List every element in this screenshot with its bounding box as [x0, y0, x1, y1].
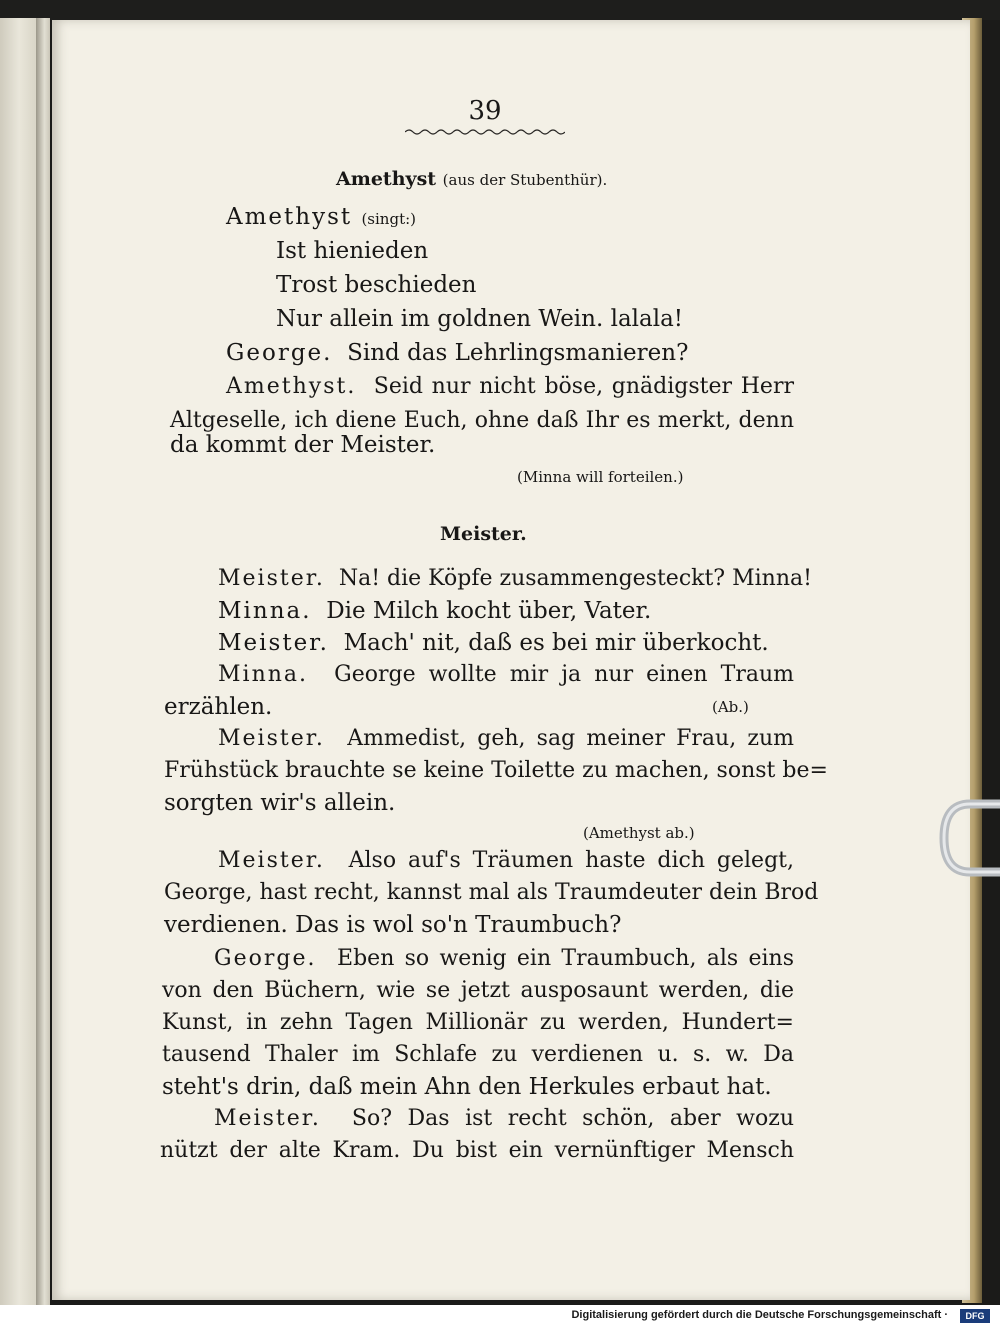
meister-speech-1-line-2: sorgten wir's allein. [164, 790, 396, 816]
george-speech-line-2: Kunst, in zehn Tagen Millionär zu werden, Hundert= [162, 1010, 794, 1035]
dialogue-line-minna-1 [218, 598, 651, 624]
scene-heading-amethyst [336, 168, 607, 190]
stage-direction-minna: (Minna will forteilen.) [517, 468, 684, 486]
dialogue-line-amethyst [226, 374, 794, 399]
stage-direction-amethyst-exit: (Amethyst ab.) [583, 824, 695, 842]
speaker-name: Meister. [218, 630, 329, 656]
speech-text: So? Das ist recht schön, aber wozu [351, 1106, 794, 1131]
dialogue-text: Die Milch kocht über, Vater. [326, 598, 652, 624]
stage-direction-minna-exit: (Ab.) [712, 698, 749, 716]
speaker-name: George. [214, 946, 317, 971]
dialogue-text: Sind das Lehrlingsmanieren? [347, 340, 689, 366]
meister-speech-3-first [214, 1106, 794, 1131]
dialogue-line-minna-2 [218, 662, 794, 687]
speech-text: Eben so wenig ein Traumbuch, als eins [337, 946, 794, 971]
song-speaker-line [226, 204, 416, 230]
george-speech-line-4: steht's drin, daß mein Ahn den Herkules erbaut hat. [162, 1074, 772, 1100]
speaker-name: Meister. [218, 726, 325, 751]
meister-speech-1-line-1: Frühstück brauchte se keine Toilette zu machen, sonst be= [164, 758, 828, 783]
scene-heading-direction: (aus der Stubenthür). [442, 171, 608, 189]
speaker-name: Meister. [214, 1106, 321, 1131]
ornament-wave-rule [405, 127, 565, 137]
speech-text: Ammedist, geh, sag meiner Frau, zum [347, 726, 794, 751]
song-direction: (singt:) [361, 210, 416, 228]
song-line-2: Trost beschieden [276, 272, 477, 298]
george-speech-line-3: tausend Thaler im Schlafe zu verdienen u. s. w. Da [162, 1042, 794, 1067]
page-number: 39 [468, 96, 502, 126]
scan-background [0, 0, 1000, 20]
speaker-name: George. [226, 340, 333, 366]
dfg-logo: DFG [960, 1309, 990, 1323]
dialogue-text: Na! die Köpfe zusammengesteckt? Minna! [338, 566, 812, 591]
dialogue-text: George wollte mir ja nur einen Traum [334, 662, 794, 687]
speaker-name: Meister. [218, 848, 325, 873]
continuation-line-1: Altgeselle, ich diene Euch, ohne daß Ihr es merkt, denn [170, 408, 794, 433]
speaker-name: Amethyst. [226, 374, 357, 399]
dialogue-text: Seid nur nicht böse, gnädigster Herr [373, 374, 794, 399]
song-line-3: Nur allein im goldnen Wein. lalala! [276, 306, 684, 332]
speaker-name: Minna. [218, 662, 309, 687]
meister-speech-2-line-2: verdienen. Das is wol so'n Traumbuch? [164, 912, 622, 938]
song-line-1: Ist hienieden [276, 238, 429, 264]
meister-speech-1-first [218, 726, 794, 751]
meister-speech-3-line-1: nützt der alte Kram. Du bist ein vernünftiger Mensch [160, 1138, 794, 1163]
speaker-name: Minna. [218, 598, 312, 624]
dialogue-line-george [226, 340, 688, 366]
scene-heading-name: Amethyst [336, 168, 437, 190]
dialogue-line-meister-2 [218, 630, 769, 656]
scene-heading-meister: Meister. [440, 523, 527, 545]
dialogue-text: Mach' nit, daß es bei mir überkocht. [343, 630, 769, 656]
book-gutter [36, 18, 50, 1308]
continuation-line-2: da kommt der Meister. [170, 432, 436, 458]
song-speaker: Amethyst [226, 204, 353, 230]
george-speech-first [214, 946, 794, 971]
digitization-credit: Digitalisierung gefördert durch die Deutsche Forschungsgemeinschaft · [571, 1309, 948, 1321]
minna-continuation: erzählen. [164, 694, 273, 720]
speech-text: Also auf's Träumen haste dich gelegt, [348, 848, 794, 873]
dialogue-line-meister-1 [218, 566, 812, 591]
meister-speech-2-line-1: George, hast recht, kannst mal als Traumdeuter dein Brod [164, 880, 819, 905]
george-speech-line-1: von den Büchern, wie se jetzt ausposaunt werden, die [162, 978, 794, 1003]
page-clip-icon [930, 798, 1000, 878]
meister-speech-2-first [218, 848, 794, 873]
speaker-name: Meister. [218, 566, 325, 591]
